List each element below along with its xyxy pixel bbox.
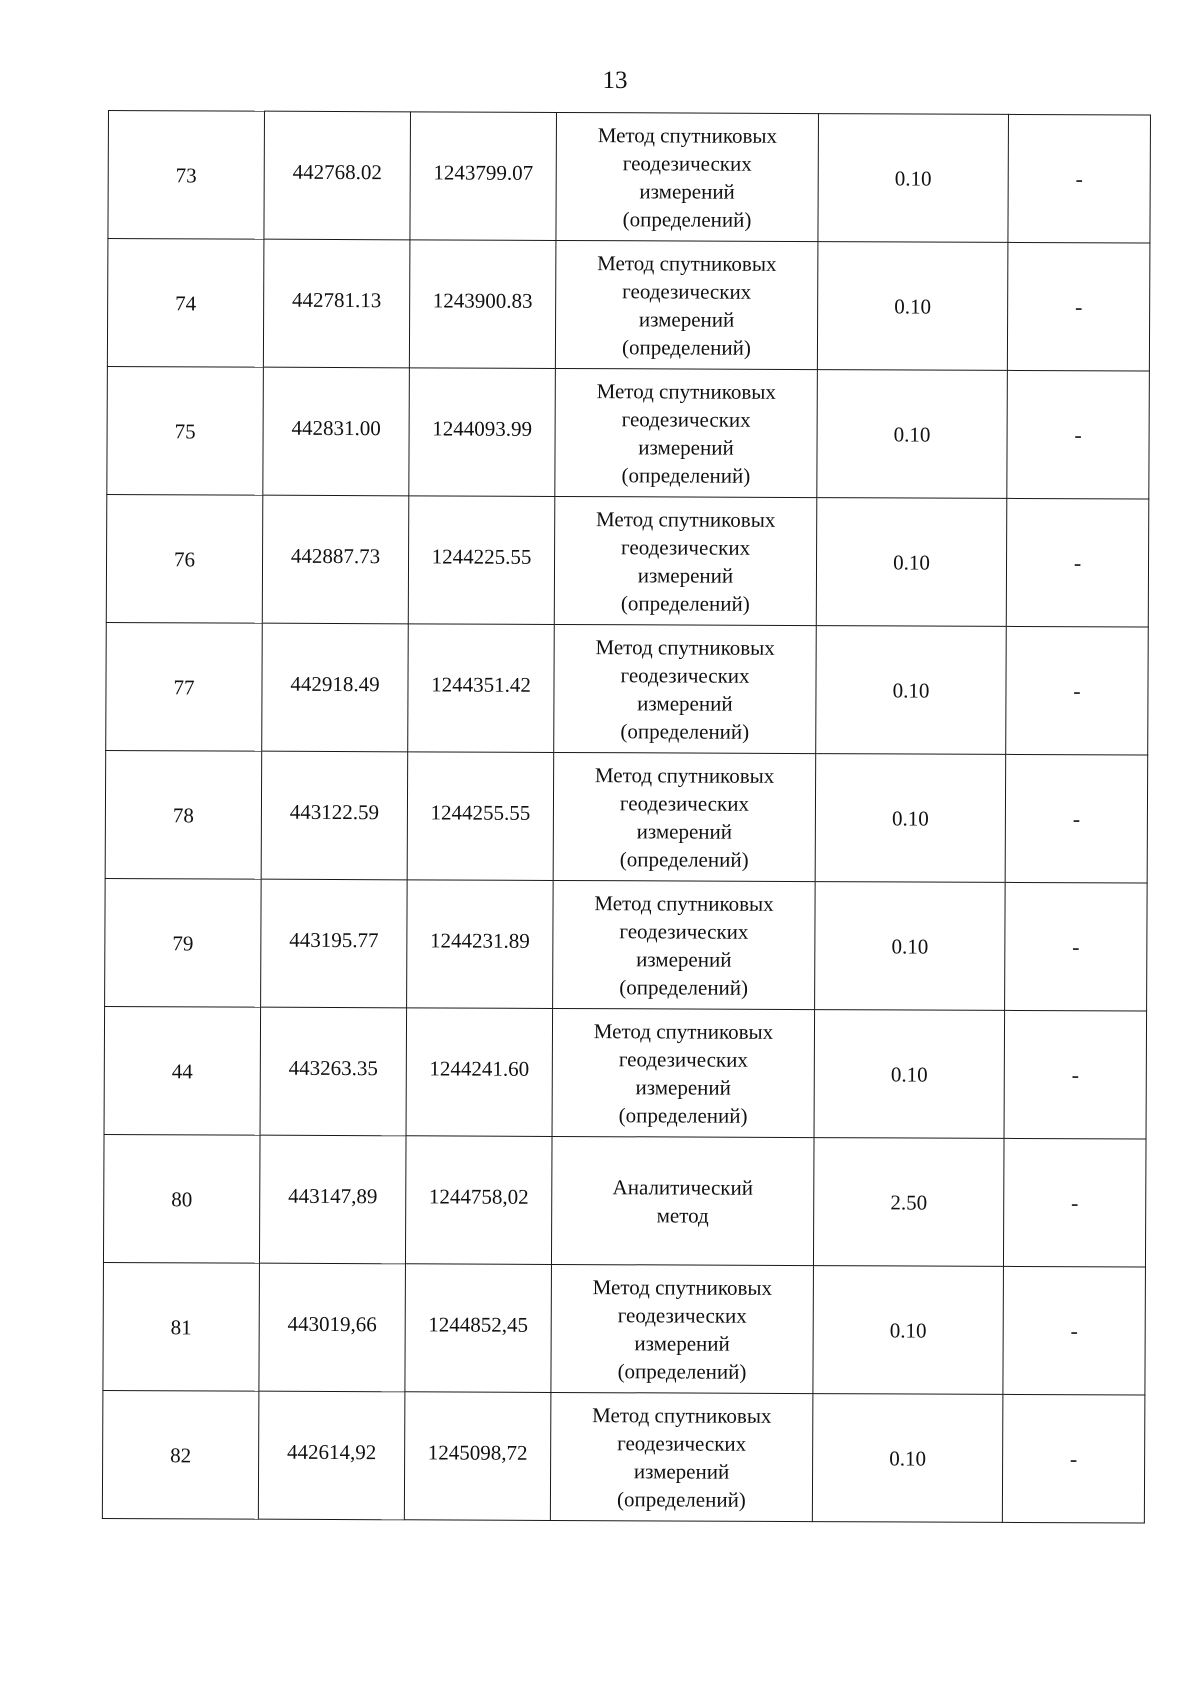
- accuracy-cell: [813, 1138, 1004, 1267]
- method-cell: [551, 1264, 814, 1393]
- table-row: [107, 366, 1150, 499]
- y-coordinate-cell-text: 1244351.42: [431, 671, 531, 697]
- method-line: Метод спутниковых: [592, 1402, 772, 1428]
- y-coordinate-cell: [404, 1392, 551, 1521]
- method-line: измерений: [635, 1074, 731, 1100]
- x-coordinate-cell-text: 443263.35: [288, 1055, 379, 1080]
- accuracy-cell: [814, 1010, 1005, 1139]
- method-line: Метод спутниковых: [594, 762, 775, 788]
- note-cell-text: -: [1070, 1317, 1078, 1343]
- method-line: (определений): [622, 334, 751, 360]
- method-line: измерений: [636, 946, 732, 972]
- y-coordinate-cell-text: 1244255.55: [430, 799, 531, 825]
- x-coordinate-cell: [264, 111, 411, 240]
- method-line: (определений): [621, 462, 751, 488]
- point-number-cell: [106, 622, 263, 751]
- x-coordinate-cell-text: 443122.59: [289, 799, 380, 824]
- accuracy-cell: [813, 1266, 1004, 1395]
- y-coordinate-cell: [405, 1264, 552, 1393]
- note-cell: [1007, 370, 1150, 499]
- note-cell-text: -: [1072, 933, 1080, 959]
- note-cell: [1007, 242, 1150, 371]
- table-row: [108, 111, 1151, 244]
- table-row: [103, 1134, 1146, 1267]
- point-number-cell: [108, 111, 265, 240]
- method-line: (определений): [619, 974, 749, 1000]
- method-cell: [556, 112, 819, 241]
- point-number-cell-text: 79: [172, 930, 194, 955]
- method-line: геодезических: [621, 406, 751, 432]
- method-line: измерений: [633, 1458, 730, 1484]
- method-line: геодезических: [617, 1430, 747, 1456]
- table-row: [105, 878, 1148, 1011]
- note-cell-text: -: [1074, 293, 1083, 319]
- method-line: Метод спутниковых: [597, 250, 777, 276]
- y-coordinate-cell: [408, 496, 555, 625]
- method-cell: [553, 880, 816, 1009]
- y-coordinate-cell: [410, 112, 557, 241]
- x-coordinate-cell: [261, 879, 408, 1008]
- note-cell: [1005, 882, 1148, 1011]
- accuracy-cell-text: 0.10: [889, 1317, 927, 1343]
- x-coordinate-cell-text: 442887.73: [290, 543, 381, 568]
- coordinates-table: [102, 110, 1151, 1524]
- accuracy-cell-text: 0.10: [892, 677, 930, 703]
- y-coordinate-cell-text: 1244231.89: [429, 927, 530, 953]
- method-line: измерений: [638, 306, 735, 332]
- point-number-cell: [107, 239, 264, 368]
- point-number-cell-text: 75: [174, 418, 196, 443]
- x-coordinate-cell: [260, 1007, 407, 1136]
- method-cell: [550, 1392, 813, 1521]
- point-number-cell: [103, 1262, 260, 1391]
- accuracy-cell-text: 0.10: [893, 549, 930, 575]
- method-line: измерений: [637, 690, 733, 716]
- x-coordinate-cell: [262, 495, 409, 624]
- point-number-cell-text: 73: [175, 162, 197, 187]
- y-coordinate-cell-text: 1244758,02: [428, 1183, 529, 1209]
- method-cell: [554, 624, 817, 753]
- note-cell: [1005, 754, 1148, 883]
- x-coordinate-cell-text: 443195.77: [289, 927, 379, 952]
- method-line: геодезических: [617, 1302, 747, 1328]
- point-number-cell-text: 82: [170, 1442, 192, 1467]
- y-coordinate-cell: [409, 368, 556, 497]
- accuracy-cell: [812, 1394, 1003, 1523]
- accuracy-cell-text: 0.10: [893, 421, 931, 447]
- note-cell: [1003, 1138, 1146, 1267]
- accuracy-cell: [817, 242, 1008, 371]
- table-row: [103, 1262, 1146, 1395]
- method-cell: [555, 368, 818, 497]
- point-number-cell-text: 81: [170, 1314, 192, 1339]
- x-coordinate-cell-text: 442614,92: [286, 1439, 377, 1464]
- point-number-cell: [106, 494, 263, 623]
- y-coordinate-cell-text: 1245098,72: [427, 1439, 528, 1465]
- table-row: [102, 1390, 1145, 1523]
- note-cell: [1002, 1394, 1145, 1523]
- method-line: (определений): [618, 1102, 748, 1128]
- y-coordinate-cell-text: 1243799.07: [433, 159, 534, 185]
- y-coordinate-cell: [405, 1136, 552, 1265]
- method-line: (определений): [622, 206, 752, 232]
- note-cell-text: -: [1073, 549, 1082, 575]
- x-coordinate-cell-text: 443147,89: [288, 1183, 378, 1208]
- table-row: [107, 239, 1150, 372]
- y-coordinate-cell: [409, 240, 556, 369]
- accuracy-cell-text: 0.10: [890, 1061, 928, 1087]
- accuracy-cell-text: 0.10: [891, 933, 929, 959]
- method-line: измерений: [639, 178, 735, 204]
- method-cell: [553, 752, 816, 881]
- note-cell-text: -: [1075, 165, 1083, 191]
- x-coordinate-cell: [261, 751, 408, 880]
- table-row: [105, 750, 1148, 883]
- method-line: измерений: [636, 818, 733, 844]
- method-line: (определений): [616, 1486, 746, 1512]
- method-line: измерений: [634, 1330, 730, 1356]
- y-coordinate-cell: [408, 624, 555, 753]
- method-cell: [551, 1136, 814, 1265]
- point-number-cell: [102, 1390, 259, 1519]
- y-coordinate-cell: [406, 1008, 553, 1137]
- method-line: Метод спутниковых: [593, 1018, 774, 1044]
- method-line: (определений): [617, 1358, 747, 1384]
- accuracy-cell-text: 0.10: [894, 165, 932, 191]
- method-line: (определений): [620, 590, 750, 616]
- accuracy-cell: [817, 370, 1008, 499]
- accuracy-cell-text: 0.10: [891, 805, 929, 831]
- table-row: [106, 622, 1149, 755]
- x-coordinate-cell-text: 442831.00: [291, 415, 381, 440]
- method-line: геодезических: [622, 278, 752, 304]
- x-coordinate-cell-text: 442918.49: [290, 671, 380, 696]
- x-coordinate-cell-text: 442768.02: [292, 159, 382, 184]
- method-line: Аналитический: [612, 1174, 754, 1200]
- method-line: геодезических: [621, 534, 751, 560]
- method-line: геодезических: [622, 150, 752, 176]
- point-number-cell-text: 80: [171, 1186, 193, 1211]
- method-line: (определений): [619, 846, 749, 872]
- x-coordinate-cell-text: 442781.13: [291, 287, 382, 312]
- x-coordinate-cell: [259, 1135, 406, 1264]
- method-line: геодезических: [619, 918, 749, 944]
- x-coordinate-cell: [263, 239, 410, 368]
- y-coordinate-cell-text: 1243900.83: [432, 287, 533, 313]
- x-coordinate-cell: [263, 367, 410, 496]
- method-cell: [554, 496, 817, 625]
- note-cell-text: -: [1071, 1061, 1080, 1087]
- method-line: Метод спутниковых: [595, 634, 775, 660]
- method-line: Метод спутниковых: [596, 378, 776, 404]
- table-row: [104, 1006, 1147, 1139]
- note-cell: [1006, 498, 1149, 627]
- note-cell-text: -: [1072, 805, 1081, 831]
- note-cell: [1008, 114, 1151, 243]
- accuracy-cell: [816, 626, 1007, 755]
- method-line: (определений): [620, 718, 750, 744]
- point-number-cell: [105, 878, 262, 1007]
- y-coordinate-cell: [407, 880, 554, 1009]
- note-cell-text: -: [1071, 1189, 1079, 1215]
- y-coordinate-cell-text: 1244852,45: [428, 1311, 529, 1337]
- y-coordinate-cell-text: 1244225.55: [431, 543, 532, 569]
- point-number-cell: [103, 1134, 260, 1263]
- note-cell: [1004, 1010, 1147, 1139]
- point-number-cell: [107, 366, 264, 495]
- note-cell-text: -: [1074, 421, 1082, 447]
- method-line: измерений: [637, 562, 734, 588]
- point-number-cell: [104, 1006, 261, 1135]
- accuracy-cell: [815, 882, 1006, 1011]
- note-cell: [1006, 626, 1149, 755]
- method-line: геодезических: [619, 790, 750, 816]
- point-number-cell-text: 76: [173, 546, 196, 571]
- page-number: 13: [602, 67, 628, 94]
- accuracy-cell: [816, 498, 1007, 627]
- accuracy-cell: [815, 754, 1006, 883]
- method-line: Метод спутниковых: [595, 506, 776, 532]
- x-coordinate-cell-text: 443019,66: [287, 1311, 377, 1336]
- note-cell-text: -: [1069, 1445, 1078, 1471]
- method-cell: [552, 1008, 815, 1137]
- point-number-cell-text: 77: [173, 674, 195, 699]
- accuracy-cell-text: 0.10: [894, 293, 932, 319]
- x-coordinate-cell: [258, 1391, 405, 1520]
- method-line: Метод спутниковых: [597, 122, 778, 148]
- note-cell-text: -: [1073, 677, 1081, 703]
- x-coordinate-cell: [259, 1263, 406, 1392]
- y-coordinate-cell-text: 1244093.99: [432, 415, 533, 441]
- table-body: [102, 111, 1150, 1524]
- method-line: геодезических: [618, 1046, 748, 1072]
- x-coordinate-cell: [262, 623, 409, 752]
- y-coordinate-cell: [407, 752, 554, 881]
- method-line: геодезических: [620, 662, 750, 688]
- method-line: измерений: [638, 434, 734, 460]
- method-cell: [555, 240, 818, 369]
- point-number-cell: [105, 750, 262, 879]
- method-line: метод: [656, 1202, 709, 1228]
- method-line: Метод спутниковых: [592, 1274, 773, 1300]
- table-row: [106, 494, 1149, 627]
- method-line: Метод спутниковых: [594, 890, 774, 916]
- point-number-cell-text: 44: [171, 1058, 193, 1083]
- point-number-cell-text: 78: [172, 802, 194, 827]
- point-number-cell-text: 74: [175, 290, 197, 315]
- accuracy-cell-text: 0.10: [889, 1445, 927, 1471]
- note-cell: [1003, 1266, 1146, 1395]
- accuracy-cell: [818, 114, 1009, 243]
- accuracy-cell-text: 2.50: [890, 1189, 928, 1215]
- y-coordinate-cell-text: 1244241.60: [429, 1055, 530, 1081]
